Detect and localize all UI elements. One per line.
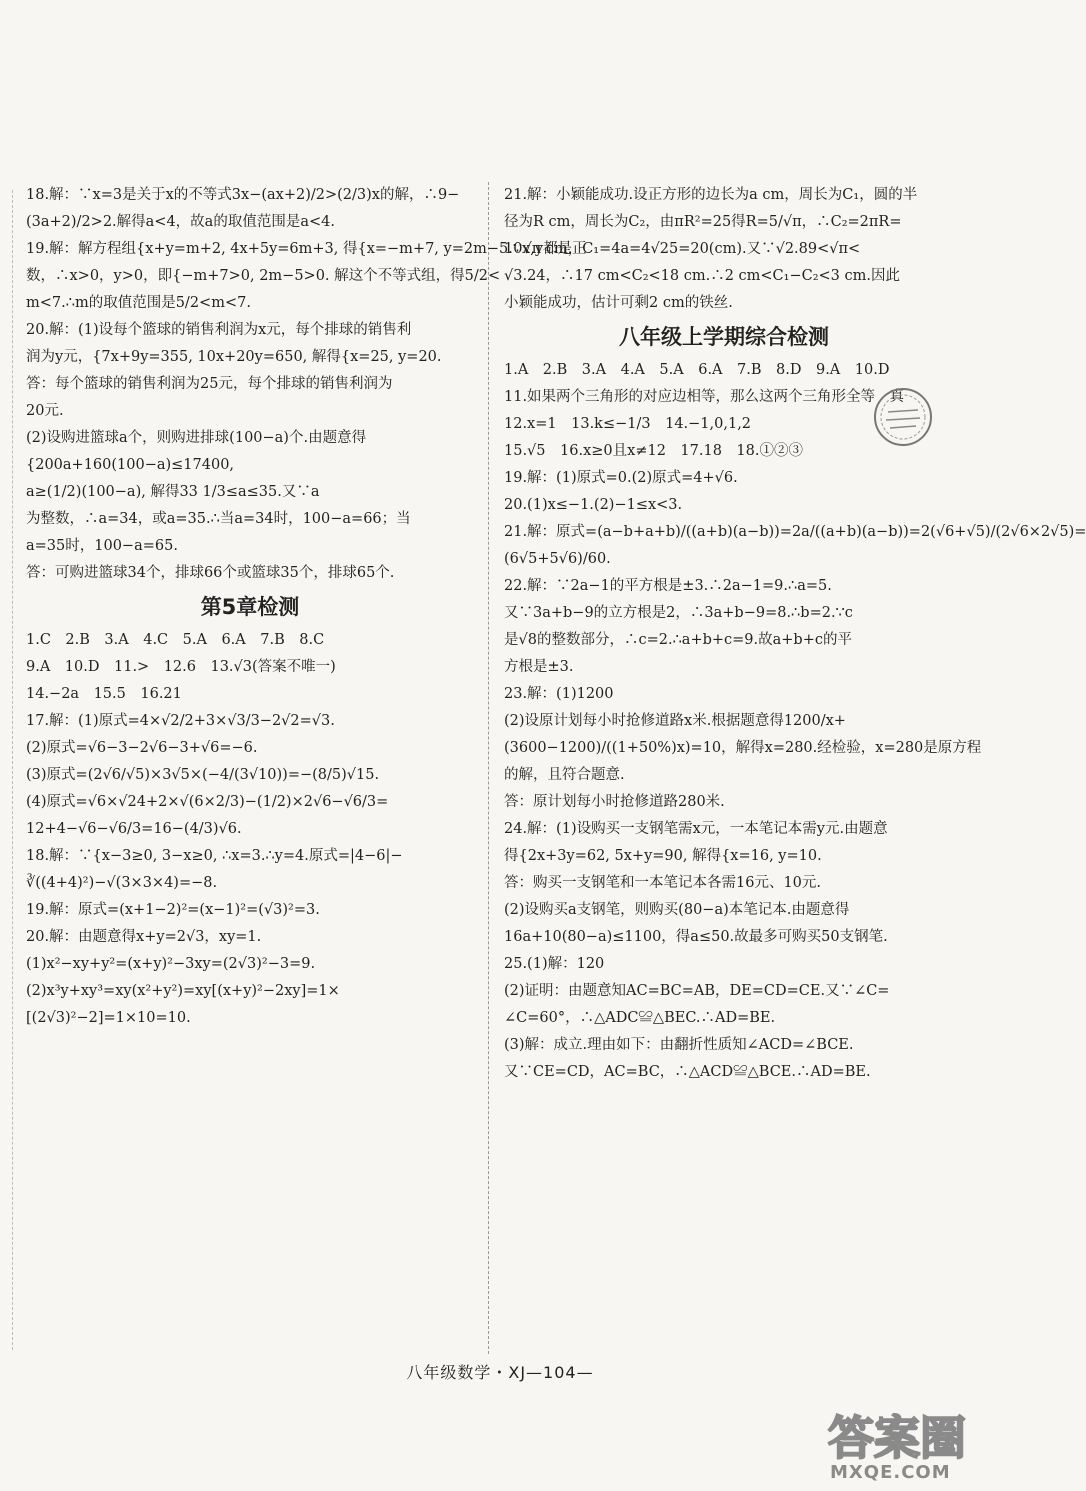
answer-line: (2)x³y+xy³=xy(x²+y²)=xy[(x+y)²−2xy]=1× xyxy=(26,983,340,999)
answer-line: 1.A 2.B 3.A 4.A 5.A 6.A 7.B 8.D 9.A 10.D xyxy=(504,362,890,378)
answer-line: 为整数，∴a=34，或a=35.∴当a=34时，100−a=66；当 xyxy=(26,511,411,527)
answer-line: 24.解：(1)设购买一支钢笔需x元，一本笔记本需y元.由题意 xyxy=(504,821,888,837)
answer-line: {200a+160(100−a)≤17400, xyxy=(26,457,235,473)
answer-line: 答：可购进篮球34个，排球66个或篮球35个，排球65个. xyxy=(26,565,395,581)
answer-line: 1.C 2.B 3.A 4.C 5.A 6.A 7.B 8.C xyxy=(26,632,325,648)
answer-line: [(2√3)²−2]=1×10=10. xyxy=(26,1010,191,1026)
answer-line: √3.24，∴17 cm<C₂<18 cm.∴2 cm<C₁−C₂<3 cm.因此 xyxy=(504,268,900,284)
answer-line: 小颖能成功，估计可剩2 cm的铁丝. xyxy=(504,295,733,311)
answer-line: 15.√5 16.x≥0且x≠12 17.18 18.①②③ xyxy=(504,443,803,459)
answer-line: 19.解：原式=(x+1−2)²=(x−1)²=(√3)²=3. xyxy=(26,902,320,918)
answer-line: 方根是±3. xyxy=(504,659,574,675)
answer-line: 20.解：由题意得x+y=2√3，xy=1. xyxy=(26,929,262,945)
answer-line: (3)原式=(2√6/√5)×3√5×(−4/(3√10))=−(8/5)√15. xyxy=(26,767,380,783)
answer-line: ∠C=60°，∴△ADC≌△BEC.∴AD=BE. xyxy=(504,1010,776,1026)
answer-line: 16a+10(80−a)≤1100，得a≤50.故最多可购买50支钢笔. xyxy=(504,929,888,945)
answer-line: 21.解：小颖能成功.设正方形的边长为a cm，周长为C₁，圆的半 xyxy=(504,187,918,203)
answer-line: (2)设购买a支钢笔，则购买(80−a)本笔记本.由题意得 xyxy=(504,902,850,918)
answer-line: 18.解：∵{x−3≥0, 3−x≥0, ∴x=3.∴y=4.原式=|4−6|− xyxy=(26,848,403,864)
answer-line: 12+4−√6−√6/3=16−(4/3)√6. xyxy=(26,821,242,837)
answer-line: 19.解：解方程组{x+y=m+2, 4x+5y=6m+3, 得{x=−m+7, y=2m−5.∵x,y都是正 xyxy=(26,241,587,257)
answer-line: (2)设购进篮球a个，则购进排球(100−a)个.由题意得 xyxy=(26,430,367,446)
answer-line: 得{2x+3y=62, 5x+y=90, 解得{x=16, y=10. xyxy=(504,848,822,864)
watermark-url: MXQE.COM xyxy=(830,1462,951,1483)
column-divider xyxy=(488,182,489,1354)
answer-line: 20.(1)x≤−1.(2)−1≤x<3. xyxy=(504,497,683,513)
answer-line: 12.x=1 13.k≤−1/3 14.−1,0,1,2 xyxy=(504,416,752,432)
answer-line: (6√5+5√6)/60. xyxy=(504,551,611,567)
answer-line: 润为y元，{7x+9y=355, 10x+20y=650, 解得{x=25, y=20. xyxy=(26,349,442,365)
answer-line: (2)证明：由题意知AC=BC=AB，DE=CD=CE.又∵∠C= xyxy=(504,983,890,999)
answer-line: 答：购买一支钢笔和一本笔记本各需16元、10元. xyxy=(504,875,822,891)
answer-line: 19.解：(1)原式=0.(2)原式=4+√6. xyxy=(504,470,738,486)
answer-line: (2)原式=√6−3−2√6−3+√6=−6. xyxy=(26,740,258,756)
answer-line: (3a+2)/2>2.解得a<4，故a的取值范围是a<4. xyxy=(26,214,335,230)
answer-line: 21.解：原式=(a−b+a+b)/((a+b)(a−b))=2a/((a+b)(a−b))=2(√6+√5)/(2√6×2√5)= xyxy=(504,524,1086,540)
answer-line: 20.解：(1)设每个篮球的销售利润为x元，每个排球的销售利 xyxy=(26,322,412,338)
answer-line: 25.(1)解：120 xyxy=(504,956,605,972)
answer-line: 答：每个篮球的销售利润为25元，每个排球的销售利润为 xyxy=(26,376,393,392)
answer-line: (4)原式=√6×√24+2×√(6×2/3)−(1/2)×2√6−√6/3= xyxy=(26,794,389,810)
right-column xyxy=(504,182,1086,1086)
answer-line: 18.解：∵x=3是关于x的不等式3x−(ax+2)/2>(2/3)x的解，∴9− xyxy=(26,187,460,203)
answer-line: 10√π cm，C₁=4a=4√25=20(cm).又∵√2.89<√π< xyxy=(504,241,861,257)
section-heading: 八年级上学期综合检测 xyxy=(619,325,829,349)
answer-line: 23.解：(1)1200 xyxy=(504,686,614,702)
answer-line: (3600−1200)/((1+50%)x)=10，解得x=280.经检验，x=280是原方程 xyxy=(504,740,982,756)
answer-line: 径为R cm，周长为C₂，由πR²=25得R=5/√π，∴C₂=2πR= xyxy=(504,214,902,230)
answer-line: (2)设原计划每小时抢修道路x米.根据题意得1200/x+ xyxy=(504,713,846,729)
left-margin-dashes xyxy=(12,190,13,1350)
answer-line: m<7.∴m的取值范围是5/2<m<7. xyxy=(26,295,251,311)
answer-line: 14.−2a 15.5 16.21 xyxy=(26,686,182,702)
answer-line: 的解，且符合题意. xyxy=(504,767,625,783)
watermark-logo: 答案圈 xyxy=(828,1411,966,1465)
answer-line: 答：原计划每小时抢修道路280米. xyxy=(504,794,725,810)
answer-line: 又∵3a+b−9的立方根是2，∴3a+b−9=8.∴b=2.∵c xyxy=(504,605,853,621)
answer-line: (3)解：成立.理由如下：由翻折性质知∠ACD=∠BCE. xyxy=(504,1037,854,1053)
answer-line: ∛((4+4)²)−√(3×3×4)=−8. xyxy=(26,875,218,891)
section-heading: 第5章检测 xyxy=(200,595,300,619)
answer-line: 11.如果两个三角形的对应边相等，那么这两个三角形全等 真 xyxy=(504,389,905,405)
answer-line: 又∵CE=CD，AC=BC，∴△ACD≌△BCE.∴AD=BE. xyxy=(504,1064,871,1080)
answer-line: a≥(1/2)(100−a), 解得33 1/3≤a≤35.又∵a xyxy=(26,484,320,500)
answer-line: a=35时，100−a=65. xyxy=(26,538,178,554)
answer-line: (1)x²−xy+y²=(x+y)²−3xy=(2√3)²−3=9. xyxy=(26,956,316,972)
answer-line: 是√8的整数部分，∴c=2.∴a+b+c=9.故a+b+c的平 xyxy=(504,632,852,648)
answer-line: 17.解：(1)原式=4×√2/2+3×√3/3−2√2=√3. xyxy=(26,713,335,729)
answer-line: 22.解：∵2a−1的平方根是±3.∴2a−1=9.∴a=5. xyxy=(504,578,832,594)
answer-line: 20元. xyxy=(26,403,64,419)
page-footer: 八年级数学・XJ—104— xyxy=(406,1363,594,1382)
answer-line: 9.A 10.D 11.> 12.6 13.√3(答案不唯一) xyxy=(26,659,336,675)
answer-line: 数，∴x>0，y>0，即{−m+7>0, 2m−5>0. 解这个不等式组，得5/2< xyxy=(26,268,501,284)
stamp-seal-icon xyxy=(868,382,938,452)
